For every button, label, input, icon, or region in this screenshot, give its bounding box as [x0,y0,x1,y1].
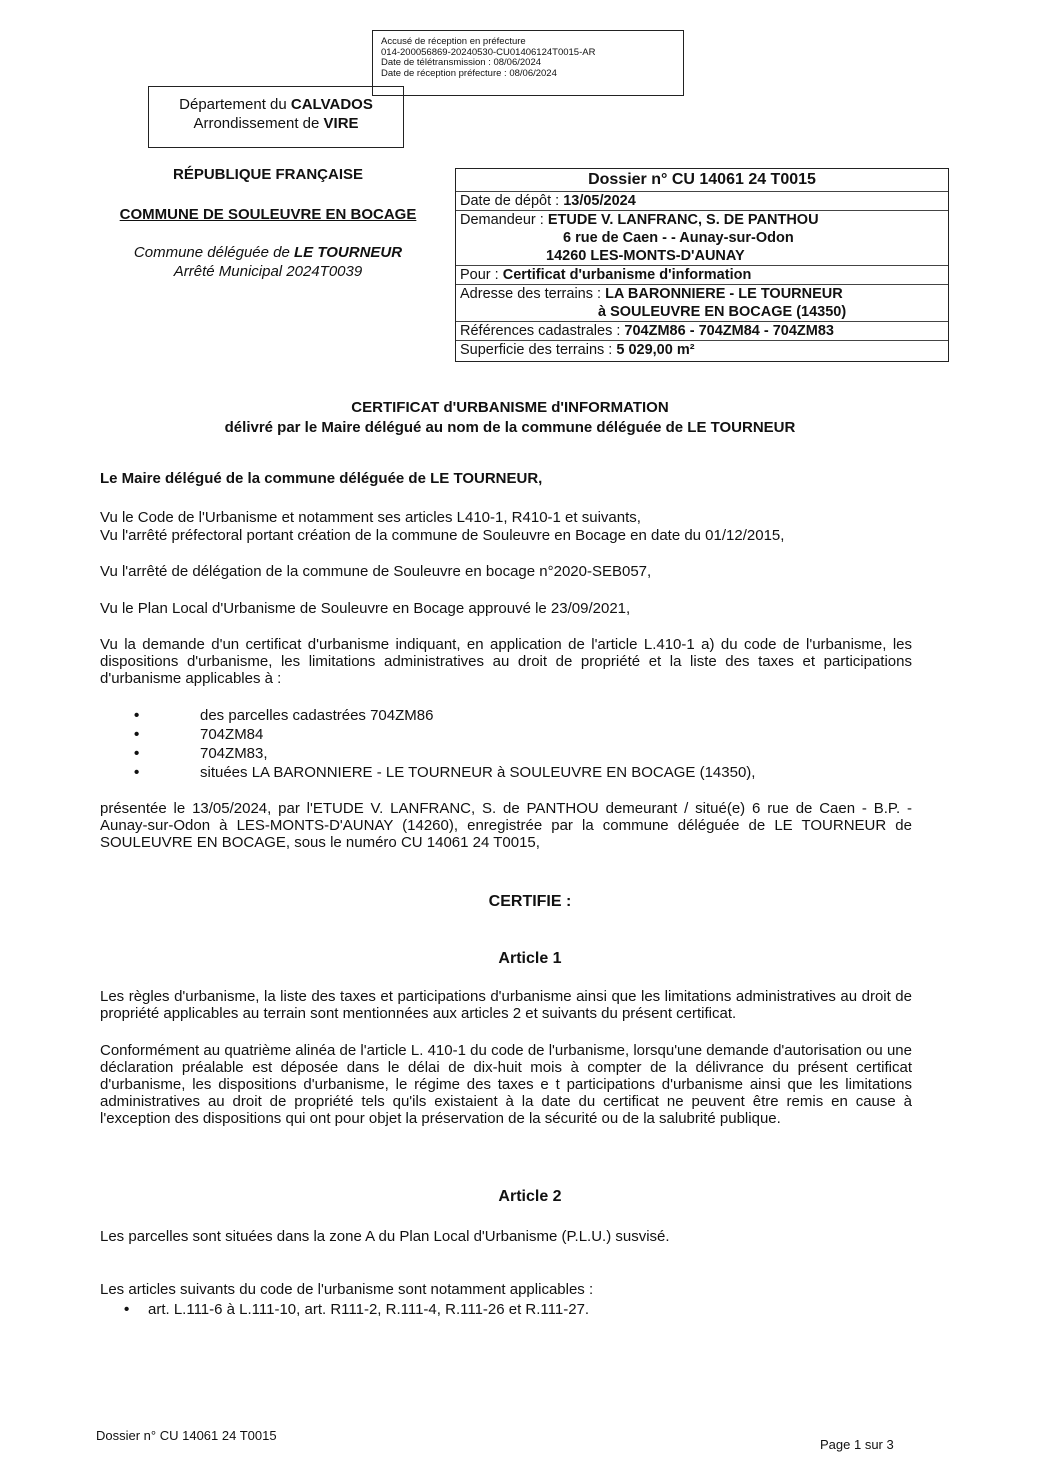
certifie-heading: CERTIFIE : [488,893,572,910]
bullet-icon: • [124,1301,130,1318]
parcel-text: 704ZM84 [200,726,264,743]
article-2-paragraph-2: Les articles suivants du code de l'urbanisme sont notamment applicables : [100,1281,594,1298]
adresse-row [456,285,948,322]
article-1-paragraph-1: Les règles d'urbanisme, la liste des taxes et participations d'urbanisme ainsi que les limitations administratives au droit de propriété applicables au terrain sont mentionnées aux articles 2 et suivants du présent certificat. [100,988,912,1022]
department-box [148,86,404,148]
pour-value: Certificat d'urbanisme d'information [502,267,752,283]
deleguee-name: LE TOURNEUR [294,244,403,261]
footer-page-number: Page 1 sur 3 [820,1437,894,1452]
superficie-row [456,341,948,359]
date-depot-value: 13/05/2024 [563,193,636,209]
arrondissement-line [149,114,403,133]
prefecture-receipt-stamp [372,30,684,96]
certificate-title-line1: CERTIFICAT d'URBANISME d'INFORMATION [351,399,669,416]
stamp-line-2: 014-200056869-20240530-CU01406124T0015-AR [381,46,596,58]
arrete-number: Arrêté Municipal 2024T0039 [173,263,363,280]
certificate-title [100,398,920,438]
bullet-icon: • [134,764,140,781]
demandeur-address-line1: 6 rue de Caen - - Aunay-sur-Odon [563,230,794,246]
dossier-number: Dossier n° CU 14061 24 T0015 [456,169,948,192]
article-ref-text: art. L.111-6 à L.111-10, art. R111-2, R.111-4, R.111-26 et R.111-27. [148,1301,590,1318]
adresse-line2: à SOULEUVRE EN BOCAGE (14350) [598,304,847,320]
department-prefix: Département du [179,96,291,113]
list-item [134,744,914,763]
parcel-text: 704ZM83, [200,745,268,762]
superficie-label: Superficie des terrains : [460,342,617,358]
arrondissement-name: VIRE [323,115,359,132]
pour-label: Pour : [460,267,503,283]
references-value: 704ZM86 - 704ZM84 - 704ZM83 [624,323,834,339]
footer-dossier-number: Dossier n° CU 14061 24 T0015 [96,1428,277,1443]
deleguee-prefix: Commune déléguée de [133,244,295,261]
vu-code-urbanisme: Vu le Code de l'Urbanisme et notamment ses articles L410-1, R410-1 et suivants, [100,509,641,526]
list-item [124,1300,904,1319]
article-2-heading: Article 2 [498,1188,562,1205]
demandeur-row [456,211,948,266]
stamp-line-1: Accusé de réception en préfecture [381,36,526,47]
article-1-heading: Article 1 [498,950,562,967]
certificate-title-line2: délivré par le Maire délégué au nom de la commune déléguée de LE TOURNEUR [224,419,796,436]
stamp-line-4: Date de réception préfecture : 08/06/2024 [381,67,557,79]
department-line [149,95,403,114]
arrondissement-prefix: Arrondissement de [193,115,324,132]
list-item [134,725,914,744]
demandeur-address-line2: 14260 LES-MONTS-D'AUNAY [546,248,745,264]
demandeur-label: Demandeur : [460,212,548,228]
references-row [456,322,948,341]
bullet-icon: • [134,726,140,743]
parcel-list [134,706,914,782]
dossier-info-box [455,168,949,362]
deleguee-line [98,243,438,262]
stamp-line-3: Date de télétransmission : 08/06/2024 [381,57,542,68]
bullet-icon: • [134,707,140,724]
parcel-text: situées LA BARONNIERE - LE TOURNEUR à SOULEUVRE EN BOCAGE (14350), [200,764,756,781]
adresse-label: Adresse des terrains : [460,286,606,302]
article-2-list [124,1300,904,1319]
demandeur-name: ETUDE V. LANFRANC, S. DE PANTHOU [547,212,819,228]
vu-arrete-delegation: Vu l'arrêté de délégation de la commune de Souleuvre en bocage n°2020-SEB057, [100,563,652,580]
vu-plu: Vu le Plan Local d'Urbanisme de Souleuvre en Bocage approuvé le 23/09/2021, [100,600,631,617]
parcel-text: des parcelles cadastrées 704ZM86 [200,707,434,724]
date-depot-label: Date de dépôt : [460,193,564,209]
bullet-icon: • [134,745,140,762]
maire-statement: Le Maire délégué de la commune déléguée de LE TOURNEUR, [100,470,543,487]
superficie-value: 5 029,00 m² [616,342,695,358]
article-1-paragraph-2: Conformément au quatrième alinéa de l'article L. 410-1 du code de l'urbanisme, lorsqu'une demande d'autorisation ou une déclaration préalable est déposée dans le délai de dix-huit mois à compter de la délivrance du présent certificat d'urbanisme, les dispositions d'urbanisme, le régime des taxes e t participations d'urbanisme ainsi que les limitations administratives au droit de propriété tels qu'ils existaient à la date du certificat ne peuvent être remis en cause à l'exception des dispositions qui ont pour objet la préservation de la sécurité ou de la salubrité publique. [100,1042,912,1127]
adresse-line1: LA BARONNIERE - LE TOURNEUR [605,286,843,302]
list-item [134,763,914,782]
pour-row [456,266,948,285]
date-depot-row [456,192,948,211]
commune-deleguee [98,243,438,281]
references-label: Références cadastrales : [460,323,625,339]
republic-heading: RÉPUBLIQUE FRANÇAISE [172,166,363,183]
vu-demande: Vu la demande d'un certificat d'urbanisme indiquant, en application de l'article L.410-1 a) du code de l'urbanisme, les dispositions d'urbanisme, les limitations administratives au droit de propriété et la liste des taxes et participations d'urbanisme applicables à : [100,636,912,687]
vu-arrete-prefectoral: Vu l'arrêté préfectoral portant création de la commune de Souleuvre en Bocage en date du 01/12/2015, [100,527,785,544]
list-item [134,706,914,725]
presentee-paragraph: présentée le 13/05/2024, par l'ETUDE V. LANFRANC, S. de PANTHOU demeurant / situé(e) 6 rue de Caen - B.P. - Aunay-sur-Odon à LES-MONTS-D'AUNAY (14260), enregistrée par la commune déléguée de LE TOURNEUR de SOULEUVRE EN BOCAGE, sous le numéro CU 14061 24 T0015, [100,800,912,851]
department-name: CALVADOS [290,96,373,113]
commune-heading: COMMUNE DE SOULEUVRE EN BOCAGE [119,206,417,223]
article-2-paragraph-1: Les parcelles sont situées dans la zone A du Plan Local d'Urbanisme (P.L.U.) susvisé. [100,1228,670,1245]
